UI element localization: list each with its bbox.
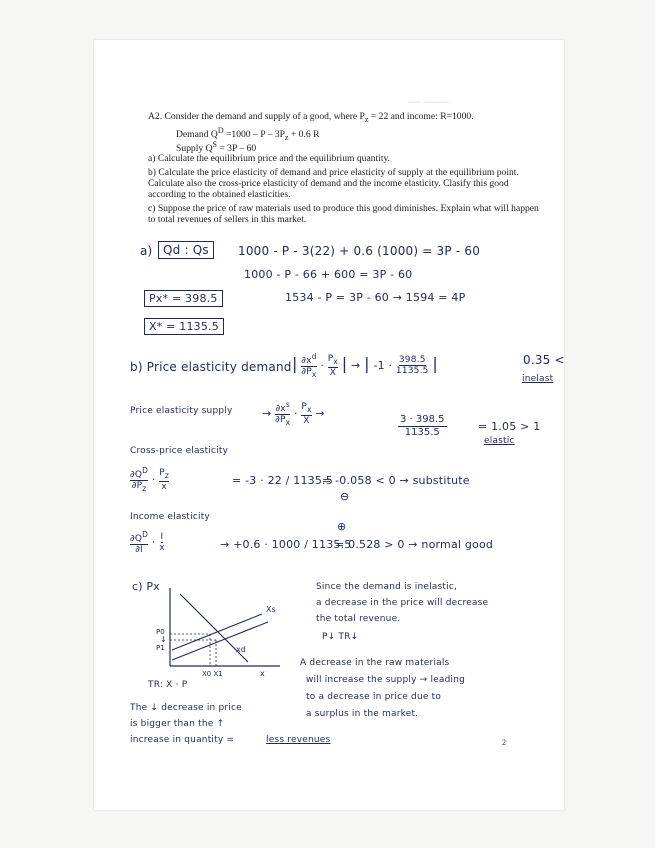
supply-curve-1 [172,614,262,650]
graph-label-quantities: X0 X1 [202,670,223,678]
answer-c-tr: TR: X · P [148,680,188,690]
answer-a-label: a) [140,244,153,258]
question-part-c-line2: to total revenues of sellers in this market. [148,214,307,225]
supply-demand-graph [140,584,300,684]
answer-a-line2: 1000 - P - 66 + 600 = 3P - 60 [244,268,413,281]
question-supply: Supply $Q^S = 3P - 60$ [176,140,257,155]
answer-b-supply-label: Price elasticity supply [130,406,233,416]
answer-b-supply-result: = 1.05 > 1 [478,420,541,433]
answer-b-demand-class: inelast [522,374,554,384]
answer-c-text12: less revenues [266,735,331,745]
answer-c-text8: a surplus in the market. [306,709,419,719]
question-part-a: a) Calculate the equilibrium price and the equilibrium quantity. [148,153,391,164]
answer-c-text3: the total revenue. [316,614,401,624]
answer-c-text6: will increase the supply → leading [306,675,466,685]
answer-b-demand-elasticity-result: 0.35 < [523,353,565,367]
answer-b-cross-result: = -0.058 < 0 → substitute [322,474,470,487]
answer-a-equation-box: Qd : Qs [158,241,214,259]
answer-b-cross-sign: ⊖ [340,490,350,503]
graph-label-p0: P0 [156,628,165,636]
answer-c-text7: to a decrease in price due to [306,692,442,702]
answer-a-price-box: Px* = 398.5 [144,290,223,307]
answer-b-income-formula: $\frac{\partial Q^D}{\partial I}$ · $\frac{I}{x}$ [130,530,165,555]
page-number: 2 [502,738,506,747]
answer-c-text4: P↓ TR↓ [322,632,359,642]
answer-c-text10: is bigger than the ↑ [130,719,225,729]
answer-b-demand-elasticity-expr: | $\frac{\partial x^d}{\partial P_x}$ · $\frac{P_x}{X}$ | → | -1 · $\frac{398.5}{1135.5}$ | [292,352,438,379]
answer-b-supply-expr: → $\frac{\partial x^s}{\partial P_x}$ · $\frac{P_x}{X}$ → [262,400,325,427]
answer-c-text9: The ↓ decrease in price [130,703,242,713]
answer-a-line3: 1534 - P = 3P - 60 → 1594 = 4P [285,291,466,304]
answer-b-income-expr: → +0.6 · 1000 / 1135.5 [220,538,352,551]
question-part-c-line1: c) Suppose the price of raw materials used to produce this good diminishes. Explain what will happen [148,203,539,214]
answer-b-cross-label: Cross-price elasticity [130,446,229,456]
answer-c-text11: increase in quantity = [130,735,235,745]
question-demand: Demand $Q^D =1000 - P - 3P_z + 0.6$ R [176,126,320,143]
question-title: A2. Consider the demand and supply of a good, where $P_z = 22$ and income: R=1000. [148,111,474,124]
answer-c-text5: A decrease in the raw materials [300,658,450,668]
answer-a-line1: 1000 - P - 3(22) + 0.6 (1000) = 3P - 60 [238,244,481,258]
graph-label-supply: Xs [266,605,276,614]
answer-b-supply-class: elastic [484,436,515,446]
graph-label-p1: P1 [156,644,165,652]
graph-arrow-down: ↓ [160,635,167,644]
showthrough-text: ~~~ ~~~~~~ [408,98,449,107]
answer-b-label: b) Price elasticity demand [130,360,292,374]
supply-curve-2 [172,622,268,660]
answer-b-income-result: = 0.528 > 0 → normal good [335,538,494,551]
answer-b-supply-fraction: $\frac{3 \cdot 398.5}{1135.5}$ [400,414,445,438]
question-part-b-line3: according to the obtained elasticities. [148,189,291,200]
graph-label-demand: xd [236,645,246,654]
answer-a-quantity-box: X* = 1135.5 [144,318,224,335]
answer-b-income-sign: ⊕ [337,520,347,533]
answer-b-income-label: Income elasticity [130,512,210,522]
answer-b-cross-expr: = -3 · 22 / 1135.5 [232,474,333,487]
question-part-b-line2: Calculate also the cross-price elasticity of demand and the income elasticity. Clasify this good [148,178,509,189]
answer-b-cross-formula: $\frac{\partial Q^D}{\partial P_z}$ · $\frac{P_z}{x}$ [130,466,169,493]
answer-c-text1: Since the demand is inelastic, [316,582,458,592]
graph-label-x-axis: x [260,669,265,678]
answer-c-text2: a decrease in the price will decrease [316,598,489,608]
question-part-b-line1: b) Calculate the price elasticity of demand and price elasticity of supply at the equilibrium point. [148,167,519,178]
answer-c-label: c) Px [132,580,160,593]
